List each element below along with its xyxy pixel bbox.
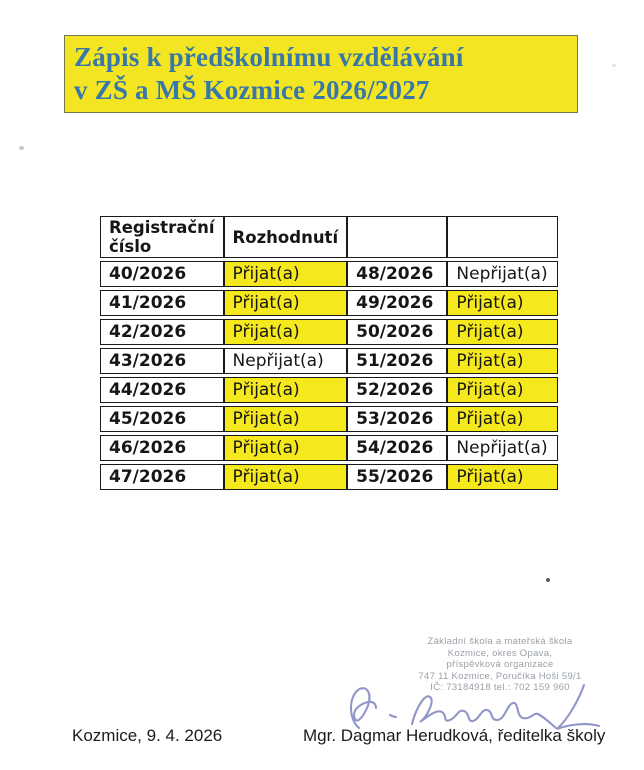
decision-cell: Přijat(a) [224, 377, 348, 403]
decision-cell: Přijat(a) [224, 406, 348, 432]
stamp-line: Základní škola a mateřská škola [427, 636, 573, 647]
table-row [100, 435, 558, 461]
decision-cell: Přijat(a) [224, 464, 348, 490]
title-banner [64, 35, 578, 113]
decision-cell: Přijat(a) [447, 406, 558, 432]
decision-cell: Přijat(a) [447, 348, 558, 374]
decision-cell: Nepřijat(a) [447, 435, 558, 461]
decision-cell: Přijat(a) [224, 319, 348, 345]
reg-cell: 50/2026 [347, 319, 447, 345]
reg-cell: 49/2026 [347, 290, 447, 316]
header-registration-number: Registrační číslo [100, 216, 224, 258]
decision-cell: Přijat(a) [447, 290, 558, 316]
decision-cell: Přijat(a) [447, 377, 558, 403]
footer-date-place: Kozmice, 9. 4. 2026 [72, 726, 223, 745]
reg-cell: 55/2026 [347, 464, 447, 490]
reg-cell: 51/2026 [347, 348, 447, 374]
header-decision: Rozhodnutí [224, 216, 348, 258]
reg-cell: 46/2026 [100, 435, 224, 461]
page-title-line2: v ZŠ a MŠ Kozmice 2026/2027 [74, 75, 430, 105]
table-row [100, 377, 558, 403]
stamp-line: příspěvková organizace [446, 659, 554, 670]
table-row [100, 406, 558, 432]
table-row [100, 319, 558, 345]
header-empty-2 [447, 216, 558, 258]
scan-speck [19, 146, 24, 150]
decision-cell: Přijat(a) [224, 290, 348, 316]
page-title-line1: Zápis k předškolnímu vzdělávání [74, 42, 464, 72]
decision-cell: Nepřijat(a) [224, 348, 348, 374]
scan-speck [546, 578, 550, 582]
reg-cell: 48/2026 [347, 261, 447, 287]
reg-cell: 45/2026 [100, 406, 224, 432]
stamp-line: IČ: 73184918 tel.: 702 159 960 [430, 682, 570, 693]
stamp-line: 747 11 Kozmice, Poručíka Hoši 59/1 [418, 670, 582, 682]
table-row [100, 348, 558, 374]
decision-cell: Přijat(a) [224, 435, 348, 461]
header-empty-1 [347, 216, 447, 258]
table-row [100, 464, 558, 490]
reg-cell: 52/2026 [347, 377, 447, 403]
scan-speck [612, 64, 616, 67]
reg-cell: 54/2026 [347, 435, 447, 461]
table-row [100, 261, 558, 287]
decision-cell: Přijat(a) [447, 464, 558, 490]
reg-cell: 40/2026 [100, 261, 224, 287]
table-header-row [100, 216, 558, 258]
reg-cell: 47/2026 [100, 464, 224, 490]
reg-cell: 42/2026 [100, 319, 224, 345]
decision-cell: Nepřijat(a) [447, 261, 558, 287]
footer-signatory: Mgr. Dagmar Herudková, ředitelka školy [303, 726, 606, 745]
reg-cell: 53/2026 [347, 406, 447, 432]
stamp-line: Kozmice, okres Opava, [447, 647, 553, 659]
reg-cell: 43/2026 [100, 348, 224, 374]
reg-cell: 44/2026 [100, 377, 224, 403]
reg-cell: 41/2026 [100, 290, 224, 316]
decision-cell: Přijat(a) [447, 319, 558, 345]
decision-cell: Přijat(a) [224, 261, 348, 287]
enrollment-results-table [100, 213, 558, 493]
table-row [100, 290, 558, 316]
